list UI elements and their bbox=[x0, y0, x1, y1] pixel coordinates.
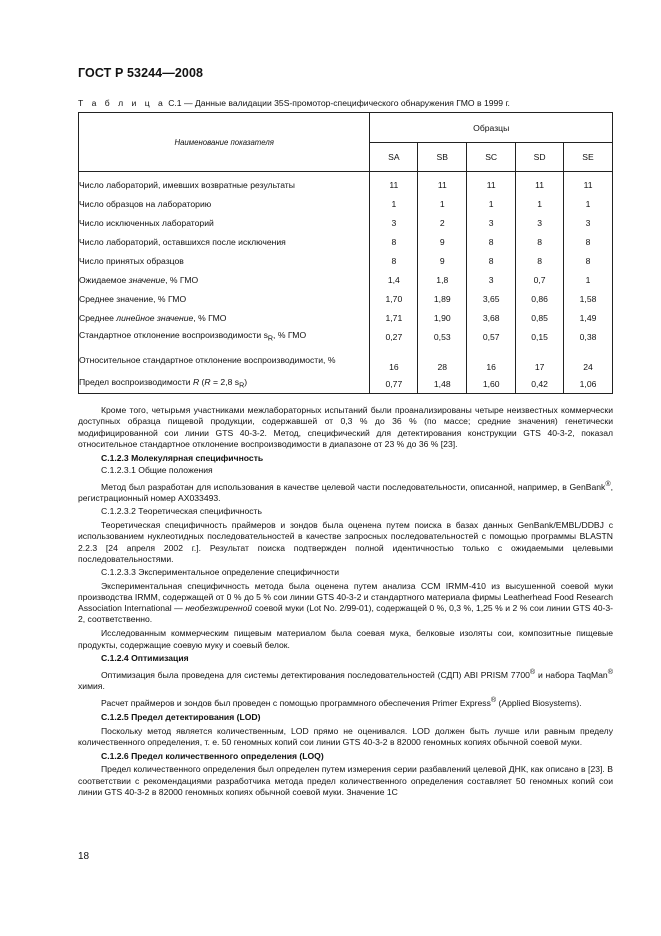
cell-value: 11 bbox=[467, 172, 516, 195]
row-name: Стандартное отклонение воспроизводимости $s_R$, % ГМО bbox=[79, 327, 370, 346]
page-number: 18 bbox=[78, 851, 90, 862]
cell-value: 1,89 bbox=[418, 289, 467, 308]
table-row bbox=[79, 289, 613, 308]
table-caption bbox=[78, 98, 510, 108]
cell-value: 0,85 bbox=[516, 308, 564, 327]
cell-value: 0,86 bbox=[516, 289, 564, 308]
cell-value: 1 bbox=[516, 194, 564, 213]
cell-value: 1,49 bbox=[564, 308, 613, 327]
cell-value: 8 bbox=[467, 251, 516, 270]
cell-value: 3 bbox=[516, 213, 564, 232]
row-name: Число принятых образцов bbox=[79, 251, 370, 270]
paragraph: Экспериментальная специфичность метода была оценена путем анализа CCM IRMM-410 из высушенной соевой муки производства IRMM, содержащей от 0 % до 5 % сои линии GTS 40-3-2 и стандартного материала фирмы Leatherhead Food Research Association International — необезжиренной соевой муки (Lot No. 2/99-01), содержащей 0 %, 0,3 %, 1,25 % и 2 % сои линии GTS 40-3-2, соответственно. bbox=[78, 580, 613, 625]
cell-value: 0,42 bbox=[516, 374, 564, 394]
cell-value: 1 bbox=[370, 194, 418, 213]
cell-value: 3 bbox=[564, 213, 613, 232]
samples-header: Образцы bbox=[370, 113, 613, 143]
column-header: SD bbox=[516, 143, 564, 172]
table-row bbox=[79, 232, 613, 251]
section-heading: С.1.2.4 Оптимизация bbox=[101, 653, 189, 664]
cell-value: 3 bbox=[370, 213, 418, 232]
cell-value: 11 bbox=[370, 172, 418, 195]
cell-value: 8 bbox=[516, 251, 564, 270]
row-name: Число лабораторий, оставшихся после исключения bbox=[79, 232, 370, 251]
paragraph: Расчет праймеров и зондов был проведен с помощью программного обеспечения Primer Express® (Applied Biosystems). bbox=[101, 696, 582, 708]
section-heading: С.1.2.6 Предел количественного определения (LOQ) bbox=[101, 750, 324, 761]
row-name: Среднее значение, % ГМО bbox=[79, 289, 370, 308]
subsection-heading: С.1.2.3.3 Экспериментальное определение специфичности bbox=[101, 566, 340, 577]
section-heading: С.1.2.3 Молекулярная специфичность bbox=[101, 452, 264, 463]
cell-value: 1,70 bbox=[370, 289, 418, 308]
table-row bbox=[79, 346, 613, 374]
table-row bbox=[79, 308, 613, 327]
cell-value: 1,8 bbox=[418, 270, 467, 289]
table-row bbox=[79, 213, 613, 232]
cell-value: 0,57 bbox=[467, 327, 516, 346]
body-text bbox=[78, 405, 613, 798]
paragraph: Исследованным коммерческим пищевым материалом была соевая мука, белковые изоляты сои, композитные пищевые продукты, содержащие соевую муку и соевый белок. bbox=[78, 628, 613, 650]
paragraph: Предел количественного определения был определен путем измерения серии разбавлений целевой ДНК, как описано в [23]. В соответствии с рекомендациями разработчика метода предел количественного определения составляет 50 геномных копий сои линии GTS 40-3-2 в 82000 геномных копиях обычной соевой муки. Значение 1С bbox=[78, 764, 613, 797]
cell-value: 1 bbox=[564, 270, 613, 289]
cell-value: 8 bbox=[467, 232, 516, 251]
paragraph: Поскольку метод является количественным, LOD прямо не оценивался. LOD должен быть лучше или равным пределу количественного определения, т. е. 50 геномных копий сои линии GTS 40-3-2 в 82000 геномных копиях обычной соевой муки. bbox=[78, 725, 613, 747]
column-header: SB bbox=[418, 143, 467, 172]
paragraph: Теоретическая специфичность праймеров и зондов была оценена путем поиска в базах данных GenBank/EMBL/DDBJ с использованием нуклеотидных последовательностей в качестве запросных последовательностей с помощью программы BLASTN 2.2.3 [24 апреля 2002 г.]. Результат поиска подтвержден полной идентичностью только с ожидаемыми целевыми последовательностями. bbox=[78, 520, 613, 564]
cell-value: 8 bbox=[370, 251, 418, 270]
cell-value: 16 bbox=[467, 346, 516, 374]
cell-value: 8 bbox=[564, 232, 613, 251]
cell-value: 8 bbox=[564, 251, 613, 270]
cell-value: 3 bbox=[467, 213, 516, 232]
table-row bbox=[79, 194, 613, 213]
table-row bbox=[79, 172, 613, 195]
validation-table bbox=[78, 112, 613, 394]
subsection-heading: С.1.2.3.1 Общие положения bbox=[101, 465, 213, 476]
row-name: Ожидаемое значение, % ГМО bbox=[79, 270, 370, 289]
table-caption-text: С.1 — Данные валидации 35S-промотор-специфического обнаружения ГМО в 1999 г. bbox=[168, 98, 510, 108]
paragraph: Кроме того, четырьмя участниками межлабораторных испытаний были проанализированы четыре неизвестных коммерчески доступных образца пищевой продукции, содержавшей от 0,3 % до 36 % (по массе; средние значения) генетически модифицированной сои линии GTS 40-3-2. Метод, специфический для детектирования конструкции GTS 40-3-2, показал относительное стандартное отклонение воспроизводимости в диапазоне от 23 % до 36 % [23]. bbox=[78, 405, 613, 449]
cell-value: 1,48 bbox=[418, 374, 467, 394]
cell-value: 1,60 bbox=[467, 374, 516, 394]
row-name: Предел воспроизводимости R (R = 2,8 $s_R$) bbox=[79, 374, 370, 394]
paragraph: Метод был разработан для использования в качестве целевой части последовательности, описанной, например, в GenBank®, регистрационный номер AX033493. bbox=[78, 480, 613, 504]
param-header: Наименование показателя bbox=[79, 113, 370, 172]
cell-value: 0,38 bbox=[564, 327, 613, 346]
column-header: SC bbox=[467, 143, 516, 172]
row-name: Число исключенных лабораторий bbox=[79, 213, 370, 232]
table-row bbox=[79, 374, 613, 394]
cell-value: 16 bbox=[370, 346, 418, 374]
cell-value: 3 bbox=[467, 270, 516, 289]
cell-value: 2 bbox=[418, 213, 467, 232]
cell-value: 17 bbox=[516, 346, 564, 374]
cell-value: 8 bbox=[370, 232, 418, 251]
cell-value: 0,77 bbox=[370, 374, 418, 394]
table-caption-label: Т а б л и ц а bbox=[78, 98, 166, 108]
cell-value: 11 bbox=[418, 172, 467, 195]
column-header: SE bbox=[564, 143, 613, 172]
row-name: Среднее линейное значение, % ГМО bbox=[79, 308, 370, 327]
cell-value: 3,68 bbox=[467, 308, 516, 327]
row-name: Число образцов на лабораторию bbox=[79, 194, 370, 213]
cell-value: 11 bbox=[516, 172, 564, 195]
cell-value: 1,4 bbox=[370, 270, 418, 289]
cell-value: 1,58 bbox=[564, 289, 613, 308]
cell-value: 1,06 bbox=[564, 374, 613, 394]
cell-value: 3,65 bbox=[467, 289, 516, 308]
cell-value: 0,53 bbox=[418, 327, 467, 346]
cell-value: 1 bbox=[467, 194, 516, 213]
cell-value: 1 bbox=[418, 194, 467, 213]
cell-value: 9 bbox=[418, 251, 467, 270]
table-row bbox=[79, 270, 613, 289]
row-name: Относительное стандартное отклонение воспроизводимости, % bbox=[79, 346, 370, 374]
paragraph: Оптимизация была проведена для системы детектирования последовательностей (СДП) ABI PRISM 7700® и набора TaqMan® химия. bbox=[78, 668, 613, 692]
section-heading: С.1.2.5 Предел детектирования (LOD) bbox=[101, 711, 261, 722]
cell-value: 1,90 bbox=[418, 308, 467, 327]
cell-value: 8 bbox=[516, 232, 564, 251]
column-header: SA bbox=[370, 143, 418, 172]
cell-value: 0,7 bbox=[516, 270, 564, 289]
table-row bbox=[79, 251, 613, 270]
cell-value: 28 bbox=[418, 346, 467, 374]
cell-value: 11 bbox=[564, 172, 613, 195]
document-header: ГОСТ Р 53244—2008 bbox=[78, 66, 204, 80]
row-name: Число лабораторий, имевших возвратные результаты bbox=[79, 172, 370, 195]
table-row bbox=[79, 327, 613, 346]
subsection-heading: С.1.2.3.2 Теоретическая специфичность bbox=[101, 506, 262, 517]
cell-value: 1 bbox=[564, 194, 613, 213]
cell-value: 1,71 bbox=[370, 308, 418, 327]
cell-value: 24 bbox=[564, 346, 613, 374]
cell-value: 0,27 bbox=[370, 327, 418, 346]
cell-value: 9 bbox=[418, 232, 467, 251]
cell-value: 0,15 bbox=[516, 327, 564, 346]
